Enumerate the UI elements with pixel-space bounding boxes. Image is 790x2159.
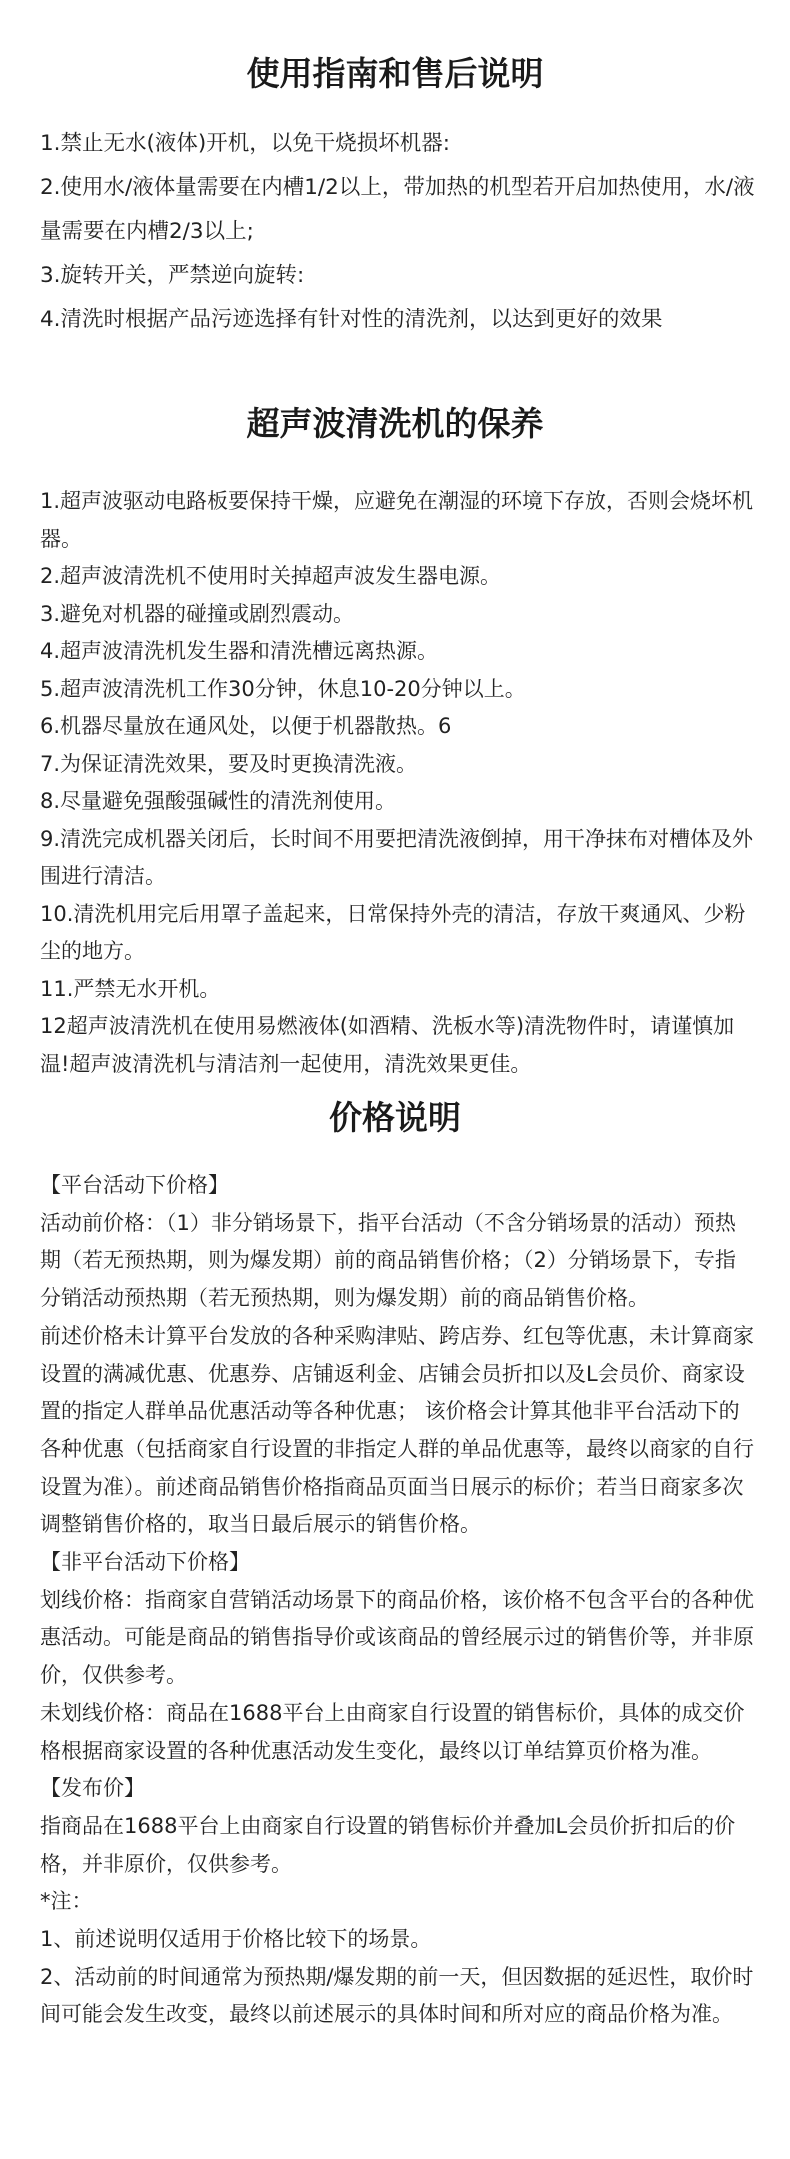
maintenance-item: 10.清洗机用完后用罩子盖起来，日常保持外壳的清洁，存放干爽通风、少粉尘的地方。 <box>40 901 746 963</box>
guide-item: 2.使用水/液体量需要在内槽1/2以上，带加热的机型若开启加热使用，水/液量需要在内槽2/3以上; <box>40 175 755 244</box>
maintenance-item: 2.超声波清洗机不使用时关掉超声波发生器电源。 <box>40 564 502 588</box>
guide-item: 4.清洗时根据产品污迹选择有针对性的清洗剂，以达到更好的效果 <box>40 307 663 332</box>
maintenance-item: 3.避免对机器的碰撞或剧烈震动。 <box>40 601 355 626</box>
pricing-body <box>40 1167 755 2034</box>
maintenance-item: 6.机器尽量放在通风处，以便于机器散热。6 <box>40 714 452 738</box>
pricing-paragraph: 指商品在1688平台上由商家自行设置的销售标价并叠加L会员价折扣后的价格，并非原价，仅供参考。 <box>40 1813 736 1876</box>
pricing-note-label: *注： <box>40 1889 93 1914</box>
maintenance-item: 9.清洗完成机器关闭后，长时间不用要把清洗液倒掉，用干净抹布对槽体及外围进行清洁。 <box>40 826 754 888</box>
maintenance-item: 7.为保证清洗效果，要及时更换清洗液。 <box>40 751 418 776</box>
maintenance-item: 11.严禁无水开机。 <box>40 976 221 1001</box>
pricing-paragraph: 未划线价格：商品在1688平台上由商家自行设置的销售标价，具体的成交价格根据商家设置的各种优惠活动发生变化，最终以订单结算页价格为准。 <box>40 1700 745 1763</box>
guide-item: 1.禁止无水(液体)开机，以免干烧损坏机器: <box>40 131 451 156</box>
maintenance-item: 12超声波清洗机在使用易燃液体(如酒精、洗板水等)清洗物件时，请谨慎加温!超声波清洗机与清洁剂一起使用，清洗效果更佳。 <box>40 1014 735 1076</box>
pricing-heading-non-platform: 【非平台活动下价格】 <box>40 1550 250 1575</box>
pricing-paragraph: 前述价格未计算平台发放的各种采购津贴、跨店券、红包等优惠，未计算商家设置的满减优惠、优惠券、店铺返利金、店铺会员折扣以及L会员价、商家设置的指定人群单品优惠活动等各种优惠； 该价格会计算其他非平台活动下的各种优惠（包括商家自行设置的非指定人群的单品优惠等，最终以商家的自行设置为准）。前述商品销售价格指商品页面当日展示的标价；若当日商家多次调整销售价格的，取当日最后展示的销售价格。 <box>40 1323 754 1537</box>
maintenance-item: 1.超声波驱动电路板要保持干燥，应避免在潮湿的环境下存放，否则会烧坏机器。 <box>40 489 754 551</box>
usage-guide-list <box>40 122 760 342</box>
pricing-paragraph: 活动前价格：（1）非分销场景下，指平台活动（不含分销场景的活动）预热期（若无预热期，则为爆发期）前的商品销售价格；（2）分销场景下，专指分销活动预热期（若无预热期，则为爆发期）前的商品销售价格。 <box>40 1210 736 1311</box>
pricing-heading-platform: 【平台活动下价格】 <box>40 1173 229 1197</box>
pricing-title: 价格说明 <box>329 1098 461 1137</box>
pricing-note: 2、活动前的时间通常为预热期/爆发期的前一天，但因数据的延迟性，取价时间可能会发生改变，最终以前述展示的具体时间和所对应的商品价格为准。 <box>40 1964 754 2027</box>
pricing-heading-release: 【发布价】 <box>40 1776 145 1801</box>
maintenance-item: 5.超声波清洗机工作30分钟，休息10-20分钟以上。 <box>40 676 526 701</box>
pricing-paragraph: 划线价格：指商家自营销活动场景下的商品价格，该价格不包含平台的各种优惠活动。可能是商品的销售指导价或该商品的曾经展示过的销售价等，并非原价，仅供参考。 <box>40 1587 754 1688</box>
pricing-note: 1、前述说明仅适用于价格比较下的场景。 <box>40 1927 432 1952</box>
maintenance-list <box>40 483 755 1083</box>
maintenance-item: 8.尽量避免强酸强碱性的清洗剂使用。 <box>40 789 397 813</box>
maintenance-title: 超声波清洗机的保养 <box>246 404 544 443</box>
usage-guide-title: 使用指南和售后说明 <box>246 54 544 93</box>
maintenance-item: 4.超声波清洗机发生器和清洗槽远离热源。 <box>40 639 439 663</box>
guide-item: 3.旋转开关，严禁逆向旋转: <box>40 263 305 288</box>
